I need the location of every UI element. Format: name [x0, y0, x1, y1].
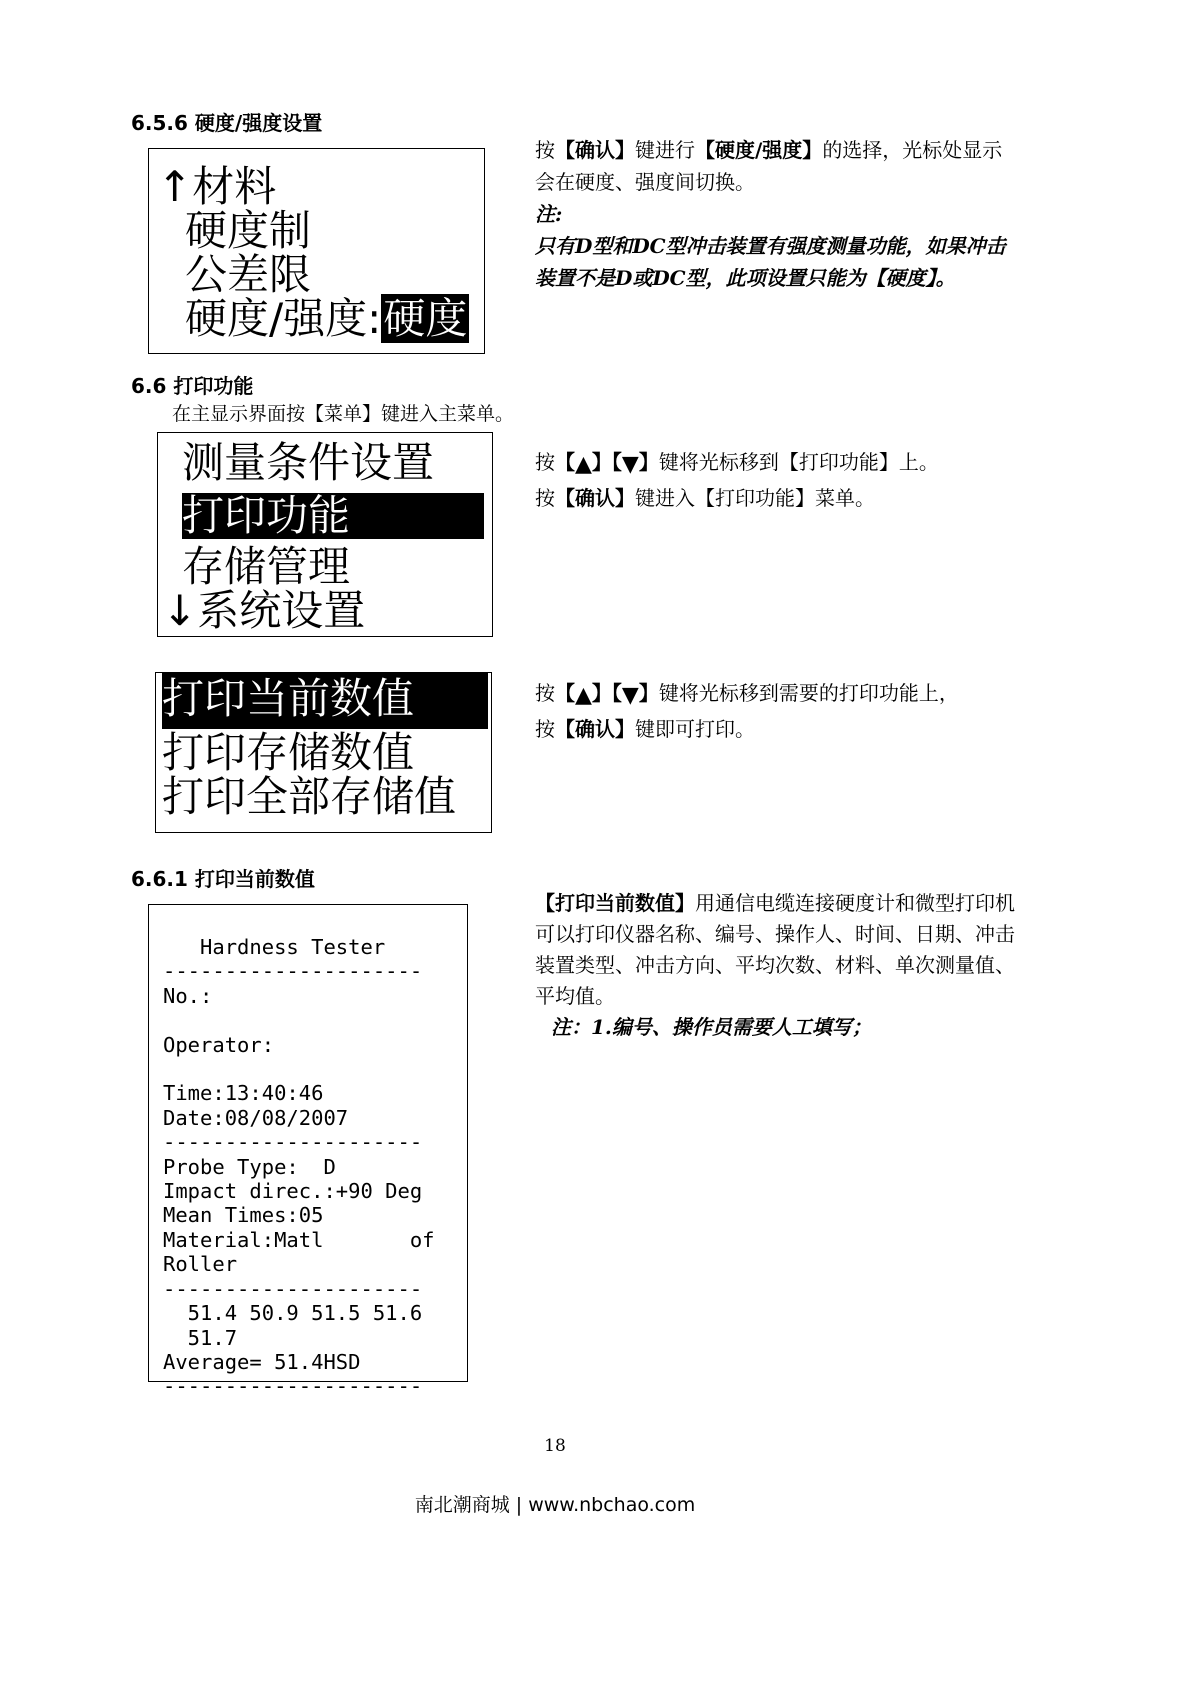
key-confirm-label: 【确认】 — [555, 486, 635, 510]
printout-line: 51.4 50.9 51.5 51.6 — [163, 1301, 423, 1326]
printout-line: Operator: — [163, 1032, 275, 1057]
print-menu-item-current: 打印当前数值 — [162, 673, 488, 729]
lcd-row-hardness-strength-label: 硬度/强度: — [185, 294, 382, 343]
key-confirm-label: 【确认】 — [555, 138, 635, 162]
section-heading-661: 6.6.1 打印当前数值 — [131, 867, 315, 891]
note-text: 只有D型和DC型冲击装置有强度测量功能，如果冲击装置不是D或DC型，此项设置只能为【硬度】。 — [535, 234, 1006, 290]
desc-text: 键将光标移到【打印功能】上。 — [658, 450, 939, 474]
bracket: 【 — [555, 681, 575, 705]
desc-text: 按 — [535, 717, 555, 741]
print-menu-item-stored: 打印存储数值 — [162, 728, 415, 777]
printout-line: Date:08/08/2007 — [163, 1105, 349, 1130]
printout-line: 51.7 — [163, 1325, 238, 1350]
bracket: 】 — [638, 681, 659, 705]
bracket: 】【 — [591, 450, 622, 474]
bracket: 】【 — [591, 681, 622, 705]
printout-line: Roller — [163, 1252, 238, 1277]
print-menu-screen — [155, 672, 492, 833]
desc-text: 按 — [535, 486, 555, 510]
desc-661-text — [535, 888, 1015, 1012]
printout-line: Material:Matl of — [163, 1227, 435, 1252]
desc-66b-line-1 — [535, 677, 1015, 709]
printout-line: Probe Type: D — [163, 1154, 336, 1179]
lcd-selected-value: 硬度 — [383, 294, 468, 343]
desc-text: 键进入【打印功能】菜单。 — [635, 486, 875, 510]
down-arrow-icon: ▼ — [621, 452, 639, 477]
lcd-row-hardness-scale: 硬度制 — [185, 206, 312, 255]
bracket: 【 — [555, 450, 575, 474]
printout-line: Average= 51.4HSD — [163, 1349, 361, 1374]
printout-line: Impact direc.:+90 Deg — [163, 1179, 423, 1204]
desc-text: 键将光标移到需要的打印功能上， — [658, 681, 959, 705]
bracket: 】 — [638, 450, 659, 474]
hardness-strength-description — [535, 134, 1015, 294]
section-66-intro: 在主显示界面按【菜单】键进入主菜单。 — [172, 403, 515, 425]
note-text: 注：1.编号、操作员需要人工填写； — [551, 1015, 872, 1039]
footer-site-link[interactable]: 南北潮商城 | www.nbchao.com — [414, 1494, 696, 1516]
desc-text: 按 — [535, 681, 555, 705]
printout-line: No.: — [163, 983, 213, 1008]
key-hardness-strength-label: 【硬度/强度】 — [695, 138, 823, 162]
main-menu-screen — [157, 432, 493, 637]
desc-text: 按 — [535, 450, 555, 474]
printout-line: Hardness Tester — [163, 935, 386, 959]
page-number: 18 — [544, 1436, 566, 1456]
print-menu-item-all-stored: 打印全部存储值 — [162, 772, 457, 821]
desc-66b-line-2 — [535, 713, 1015, 745]
printout-sample — [148, 904, 468, 1399]
section-heading-66: 6.6 打印功能 — [131, 374, 254, 398]
up-arrow-icon: ▲ — [575, 683, 592, 708]
desc-text: 的选择，光标处显示会在硬度、强度间切换。 — [535, 138, 1003, 194]
printout-text — [163, 935, 435, 1399]
menu-item-print-function: 打印功能 — [182, 493, 484, 539]
section-heading-656: 6.5.6 硬度/强度设置 — [131, 111, 323, 135]
hardness-strength-screen — [148, 148, 485, 354]
menu-item-measure-settings: 测量条件设置 — [182, 438, 435, 487]
printout-line — [163, 1057, 435, 1081]
desc-66-line-2 — [535, 482, 1015, 514]
desc-text: 键进行 — [635, 138, 695, 162]
lcd-row-material: ↑材料 — [157, 162, 277, 211]
note-label: 注: — [535, 202, 563, 226]
printout-line — [163, 1008, 435, 1032]
printout-line: --------------------- — [163, 959, 423, 984]
printout-line: Mean Times:05 — [163, 1203, 324, 1228]
desc-66-line-1 — [535, 446, 1015, 478]
print-function-description — [535, 446, 1015, 514]
menu-item-storage-management: 存储管理 — [182, 542, 351, 591]
lcd-row-hardness-strength — [185, 295, 469, 343]
printout-line: --------------------- — [163, 1276, 423, 1301]
desc-text: 键即可打印。 — [635, 717, 755, 741]
print-select-description — [535, 677, 1015, 745]
lcd-row-tolerance: 公差限 — [185, 250, 312, 299]
down-arrow-icon: ▼ — [621, 683, 639, 708]
up-arrow-icon: ▲ — [575, 452, 592, 477]
desc-text: 用通信电缆连接硬度计和微型打印机可以打印仪器名称、编号、操作人、时间、日期、冲击装置类型、冲击方向、平均次数、材料、单次测量值、平均值。 — [535, 891, 1015, 1008]
menu-item-system-settings: ↓系统设置 — [162, 586, 366, 635]
desc-656-line — [535, 134, 1015, 198]
printout-line: --------------------- — [163, 1374, 423, 1399]
desc-text: 按 — [535, 138, 555, 162]
printout-line: --------------------- — [163, 1130, 423, 1155]
key-print-current-label: 【打印当前数值】 — [535, 891, 695, 915]
printout-line: Time:13:40:46 — [163, 1081, 324, 1106]
print-current-description — [535, 888, 1015, 1043]
key-confirm-label: 【确认】 — [555, 717, 635, 741]
